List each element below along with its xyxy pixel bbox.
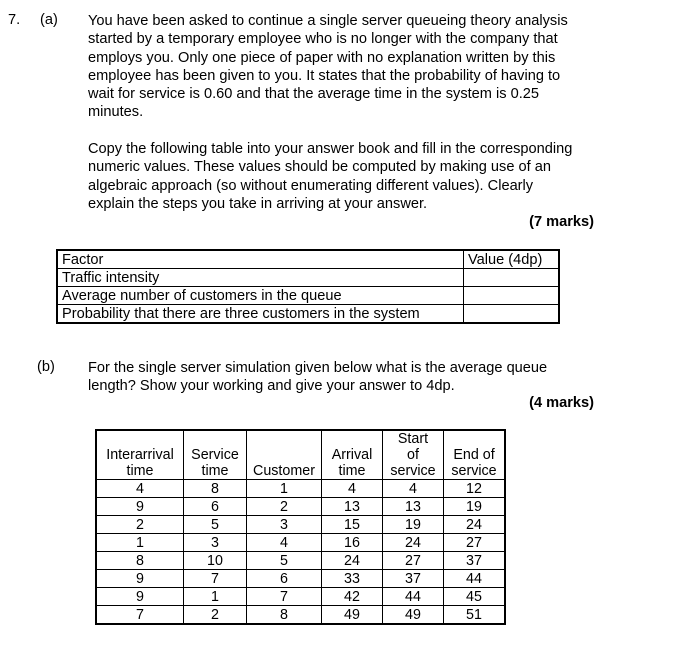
customer-cell: 6 bbox=[247, 570, 322, 588]
part-b-line: For the single server simulation given below what is the average queue bbox=[88, 360, 548, 376]
factor-cell: Traffic intensity bbox=[57, 269, 464, 287]
factor-table bbox=[56, 249, 560, 324]
arrival-time-cell: 33 bbox=[322, 570, 383, 588]
start-of-service-cell: 37 bbox=[383, 570, 444, 588]
header-line: time bbox=[126, 463, 154, 479]
service-time-cell: 6 bbox=[184, 498, 247, 516]
start-of-service-cell: 19 bbox=[383, 516, 444, 534]
end-of-service-header bbox=[444, 430, 506, 480]
table-row bbox=[96, 534, 505, 552]
simulation-table-body bbox=[96, 480, 505, 625]
table-row bbox=[96, 588, 505, 606]
customer-cell: 5 bbox=[247, 552, 322, 570]
value-cell bbox=[464, 305, 560, 324]
scenario-line: You have been asked to continue a single server queueing theory analysis bbox=[88, 13, 568, 29]
part-a-label: (a) bbox=[40, 12, 58, 28]
question-number: 7. bbox=[8, 12, 21, 28]
instruction-line: Copy the following table into your answer book and fill in the corresponding bbox=[88, 141, 573, 157]
arrival-time-cell: 24 bbox=[322, 552, 383, 570]
customer-cell: 8 bbox=[247, 606, 322, 625]
header-line: time bbox=[338, 463, 366, 479]
end-of-service-cell: 45 bbox=[444, 588, 506, 606]
interarrival-time-cell: 8 bbox=[96, 552, 184, 570]
factor-cell: Average number of customers in the queue bbox=[57, 287, 464, 305]
end-of-service-cell: 24 bbox=[444, 516, 506, 534]
end-of-service-cell: 27 bbox=[444, 534, 506, 552]
simulation-table bbox=[95, 429, 506, 625]
service-time-header bbox=[184, 430, 247, 480]
service-time-cell: 7 bbox=[184, 570, 247, 588]
end-of-service-cell: 12 bbox=[444, 480, 506, 498]
table-row bbox=[57, 250, 559, 269]
table-row bbox=[96, 516, 505, 534]
customer-cell: 7 bbox=[247, 588, 322, 606]
header-line: Service bbox=[191, 447, 239, 463]
customer-cell: 2 bbox=[247, 498, 322, 516]
header-line: time bbox=[201, 463, 229, 479]
part-b-question bbox=[88, 359, 626, 396]
interarrival-time-cell: 9 bbox=[96, 570, 184, 588]
interarrival-time-cell: 9 bbox=[96, 498, 184, 516]
header-line: service bbox=[451, 463, 497, 479]
table-row bbox=[57, 287, 559, 305]
start-of-service-cell: 4 bbox=[383, 480, 444, 498]
header-line: Start bbox=[397, 431, 429, 447]
scenario-line: minutes. bbox=[88, 104, 144, 121]
interarrival-time-cell: 1 bbox=[96, 534, 184, 552]
customer-header bbox=[247, 430, 322, 480]
interarrival-time-header bbox=[96, 430, 184, 480]
header-line: End of bbox=[453, 447, 495, 463]
table-row bbox=[57, 269, 559, 287]
interarrival-time-cell: 4 bbox=[96, 480, 184, 498]
value-header: Value (4dp) bbox=[464, 250, 560, 269]
service-time-cell: 10 bbox=[184, 552, 247, 570]
scenario-line: started by a temporary employee who is no longer with the company that bbox=[88, 31, 558, 48]
header-line: service bbox=[390, 463, 436, 479]
table-row bbox=[96, 570, 505, 588]
part-b-marks: (4 marks) bbox=[529, 395, 594, 411]
arrival-time-cell: 42 bbox=[322, 588, 383, 606]
service-time-cell: 1 bbox=[184, 588, 247, 606]
customer-cell: 1 bbox=[247, 480, 322, 498]
scenario-line: employee has been given to you. It states that the probability of having to bbox=[88, 67, 561, 84]
customer-cell: 4 bbox=[247, 534, 322, 552]
value-cell bbox=[464, 287, 560, 305]
table-header-row bbox=[96, 430, 505, 480]
arrival-time-cell: 15 bbox=[322, 516, 383, 534]
header-line: of bbox=[407, 447, 419, 463]
end-of-service-cell: 19 bbox=[444, 498, 506, 516]
interarrival-time-cell: 9 bbox=[96, 588, 184, 606]
part-b-label: (b) bbox=[37, 359, 55, 375]
value-cell bbox=[464, 269, 560, 287]
factor-cell: Probability that there are three customers in the system bbox=[57, 305, 464, 324]
table-row bbox=[96, 480, 505, 498]
header-line: Arrival bbox=[331, 447, 373, 463]
instruction-line: algebraic approach (so without enumerating different values). Clearly bbox=[88, 177, 534, 194]
service-time-cell: 3 bbox=[184, 534, 247, 552]
service-time-cell: 5 bbox=[184, 516, 247, 534]
scenario-line: wait for service is 0.60 and that the average time in the system is 0.25 bbox=[88, 86, 540, 103]
arrival-time-header bbox=[322, 430, 383, 480]
end-of-service-cell: 37 bbox=[444, 552, 506, 570]
start-of-service-cell: 27 bbox=[383, 552, 444, 570]
service-time-cell: 2 bbox=[184, 606, 247, 625]
start-of-service-cell: 49 bbox=[383, 606, 444, 625]
table-row bbox=[96, 552, 505, 570]
start-of-service-cell: 13 bbox=[383, 498, 444, 516]
end-of-service-cell: 44 bbox=[444, 570, 506, 588]
instruction-line: explain the steps you take in arriving at your answer. bbox=[88, 195, 428, 212]
table-row bbox=[96, 498, 505, 516]
header-line: Interarrival bbox=[106, 447, 174, 463]
end-of-service-cell: 51 bbox=[444, 606, 506, 625]
start-of-service-cell: 44 bbox=[383, 588, 444, 606]
part-a-scenario bbox=[88, 12, 626, 122]
start-of-service-cell: 24 bbox=[383, 534, 444, 552]
part-a-marks: (7 marks) bbox=[529, 214, 594, 230]
table-row bbox=[57, 305, 559, 324]
factor-header: Factor bbox=[57, 250, 464, 269]
header-line: Customer bbox=[253, 463, 315, 479]
arrival-time-cell: 13 bbox=[322, 498, 383, 516]
scenario-line: employs you. Only one piece of paper with no explanation written by this bbox=[88, 49, 556, 66]
customer-cell: 3 bbox=[247, 516, 322, 534]
interarrival-time-cell: 2 bbox=[96, 516, 184, 534]
table-row bbox=[96, 606, 505, 625]
arrival-time-cell: 4 bbox=[322, 480, 383, 498]
instruction-line: numeric values. These values should be computed by making use of an bbox=[88, 159, 551, 176]
start-of-service-header bbox=[383, 430, 444, 480]
interarrival-time-cell: 7 bbox=[96, 606, 184, 625]
arrival-time-cell: 49 bbox=[322, 606, 383, 625]
part-b-line: length? Show your working and give your answer to 4dp. bbox=[88, 378, 455, 395]
part-a-instructions bbox=[88, 140, 626, 213]
service-time-cell: 8 bbox=[184, 480, 247, 498]
arrival-time-cell: 16 bbox=[322, 534, 383, 552]
